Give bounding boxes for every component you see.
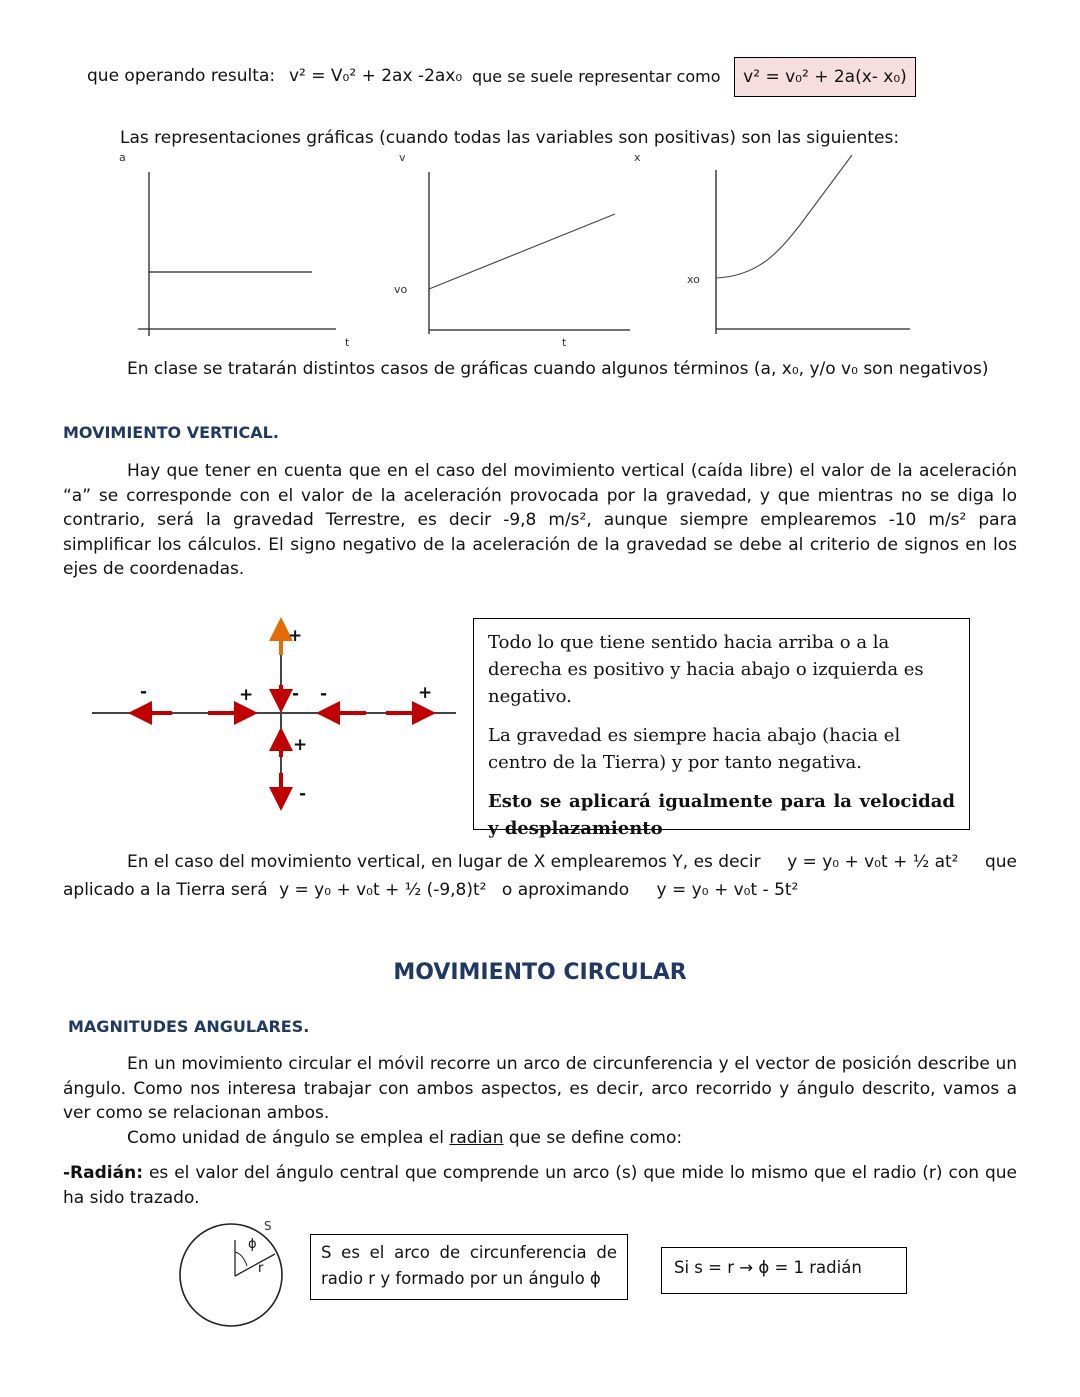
radian-def-text: es el valor del ángulo central que comprende un arco (s) que mide lo mismo que el radio (r) con que ha sido trazado. (63, 1163, 1017, 1208)
sign-minus-2: - (292, 684, 300, 704)
unit-prefix: Como unidad de ángulo se emplea el (127, 1128, 444, 1148)
y-equation-3: y = y₀ + v₀t - 5t² (656, 880, 799, 900)
sign-plus-mid: + (293, 735, 308, 755)
sign-plus-top: + (288, 626, 303, 646)
v-axis-label: v (399, 151, 406, 164)
sign-minus-1: - (140, 682, 148, 702)
y-equation-2: y = y₀ + v₀t + ½ (-9,8)t² (279, 880, 487, 900)
circle-outline (180, 1224, 282, 1326)
y-equation-1: y = y₀ + v₀t + ½ at² (787, 852, 959, 872)
circular-paragraph: En un movimiento circular el móvil recorre un arco de circunferencia y el vector de posición describe un ángulo. Como nos interesa trabajar con ambos aspectos, es decir, arco recorrido y ángulo descrito, vamos a ver como se relacionan ambos. (63, 1054, 1017, 1123)
angle-arc (235, 1252, 247, 1266)
rule-1: Todo lo que tiene sentido hacia arriba o a la derecha es positivo y hacia abajo o izquierda es negativo. (488, 632, 924, 707)
vertical-heading: MOVIMIENTO VERTICAL. (63, 423, 279, 442)
graph-acceleration (138, 172, 336, 336)
equation-expanded: v² = V₀² + 2ax -2ax₀ (289, 66, 463, 86)
sign-axes-diagram (90, 615, 460, 815)
radian-circle-diagram (175, 1218, 295, 1330)
s-label: S (264, 1219, 272, 1233)
graph-velocity (429, 172, 630, 334)
sign-minus-3: - (320, 684, 328, 704)
rule-3: Esto se aplicará igualmente para la velocidad y desplazamiento (488, 791, 955, 839)
unit-suffix: que se define como: (508, 1128, 683, 1148)
boxed-equation: v² = v₀² + 2a(x- x₀) (734, 57, 916, 97)
phi-label: ϕ (248, 1237, 257, 1252)
vertical-paragraph: Hay que tener en cuenta que en el caso del movimiento vertical (caída libre) el valor de la aceleración “a” se corresponde con el valor de la aceleración provocada por la gravedad, y que mientras no se diga lo contrario, será la gravedad Terrestre, es decir -9,8 m/s², aunque siempre emplearemos -10 m/s² para simplificar los cálculos. El signo negativo de la aceleración de la gravedad se debe al criterio de signos en los ejes de coordenadas. (63, 461, 1017, 579)
radian-rule-box: Si s = r → ϕ = 1 radián (661, 1247, 907, 1294)
sign-plus-2: + (418, 683, 433, 703)
represent-text: que se suele representar como (472, 67, 721, 86)
arc-description-box: S es el arco de circunferencia de radio r y formado por un ángulo ϕ (310, 1234, 628, 1300)
radian-underlined: radian (449, 1128, 504, 1148)
y-equation-line-1 (63, 850, 1017, 874)
angular-heading: MAGNITUDES ANGULARES. (68, 1017, 310, 1036)
radian-unit-line (127, 1126, 682, 1150)
sign-minus-bottom: - (299, 784, 307, 804)
y-line1-prefix: En el caso del movimiento vertical, en lugar de X emplearemos Y, es decir (127, 852, 761, 872)
radian-term: -Radián: (63, 1163, 143, 1183)
graphs-note: En clase se tratarán distintos casos de gráficas cuando algunos términos (a, x₀, y/o v₀ son negativos) (127, 359, 989, 379)
graph-position (716, 155, 910, 334)
x0-label: xo (687, 273, 700, 286)
radius-line-2 (235, 1254, 275, 1276)
y-equation-line-2 (63, 878, 798, 902)
r-label: r (258, 1261, 264, 1276)
a-axis-label: a (119, 151, 126, 164)
sign-plus-1: + (239, 685, 254, 705)
motion-graphs (100, 150, 940, 355)
v0-label: vo (394, 283, 408, 296)
sign-rules-box (473, 618, 970, 839)
radian-definition (63, 1161, 1017, 1210)
graphs-intro: Las representaciones gráficas (cuando todas las variables son positivas) son las siguientes: (120, 128, 900, 148)
v-linear-line (429, 214, 615, 289)
t-axis-label-1: t (345, 336, 350, 349)
x-axis-label: x (634, 151, 641, 164)
circular-title: MOVIMIENTO CIRCULAR (393, 960, 687, 985)
y-line2-prefix: aplicado a la Tierra será (63, 880, 268, 900)
x-parabola-curve (716, 155, 852, 278)
result-prefix: que operando resulta: (87, 66, 276, 86)
t-axis-label-2: t (562, 336, 567, 349)
y-line2-mid: o aproximando (501, 880, 630, 900)
rule-2: La gravedad es siempre hacia abajo (hacia el centro de la Tierra) y por tanto negativa. (488, 725, 901, 773)
y-line1-suffix: que (984, 852, 1017, 872)
